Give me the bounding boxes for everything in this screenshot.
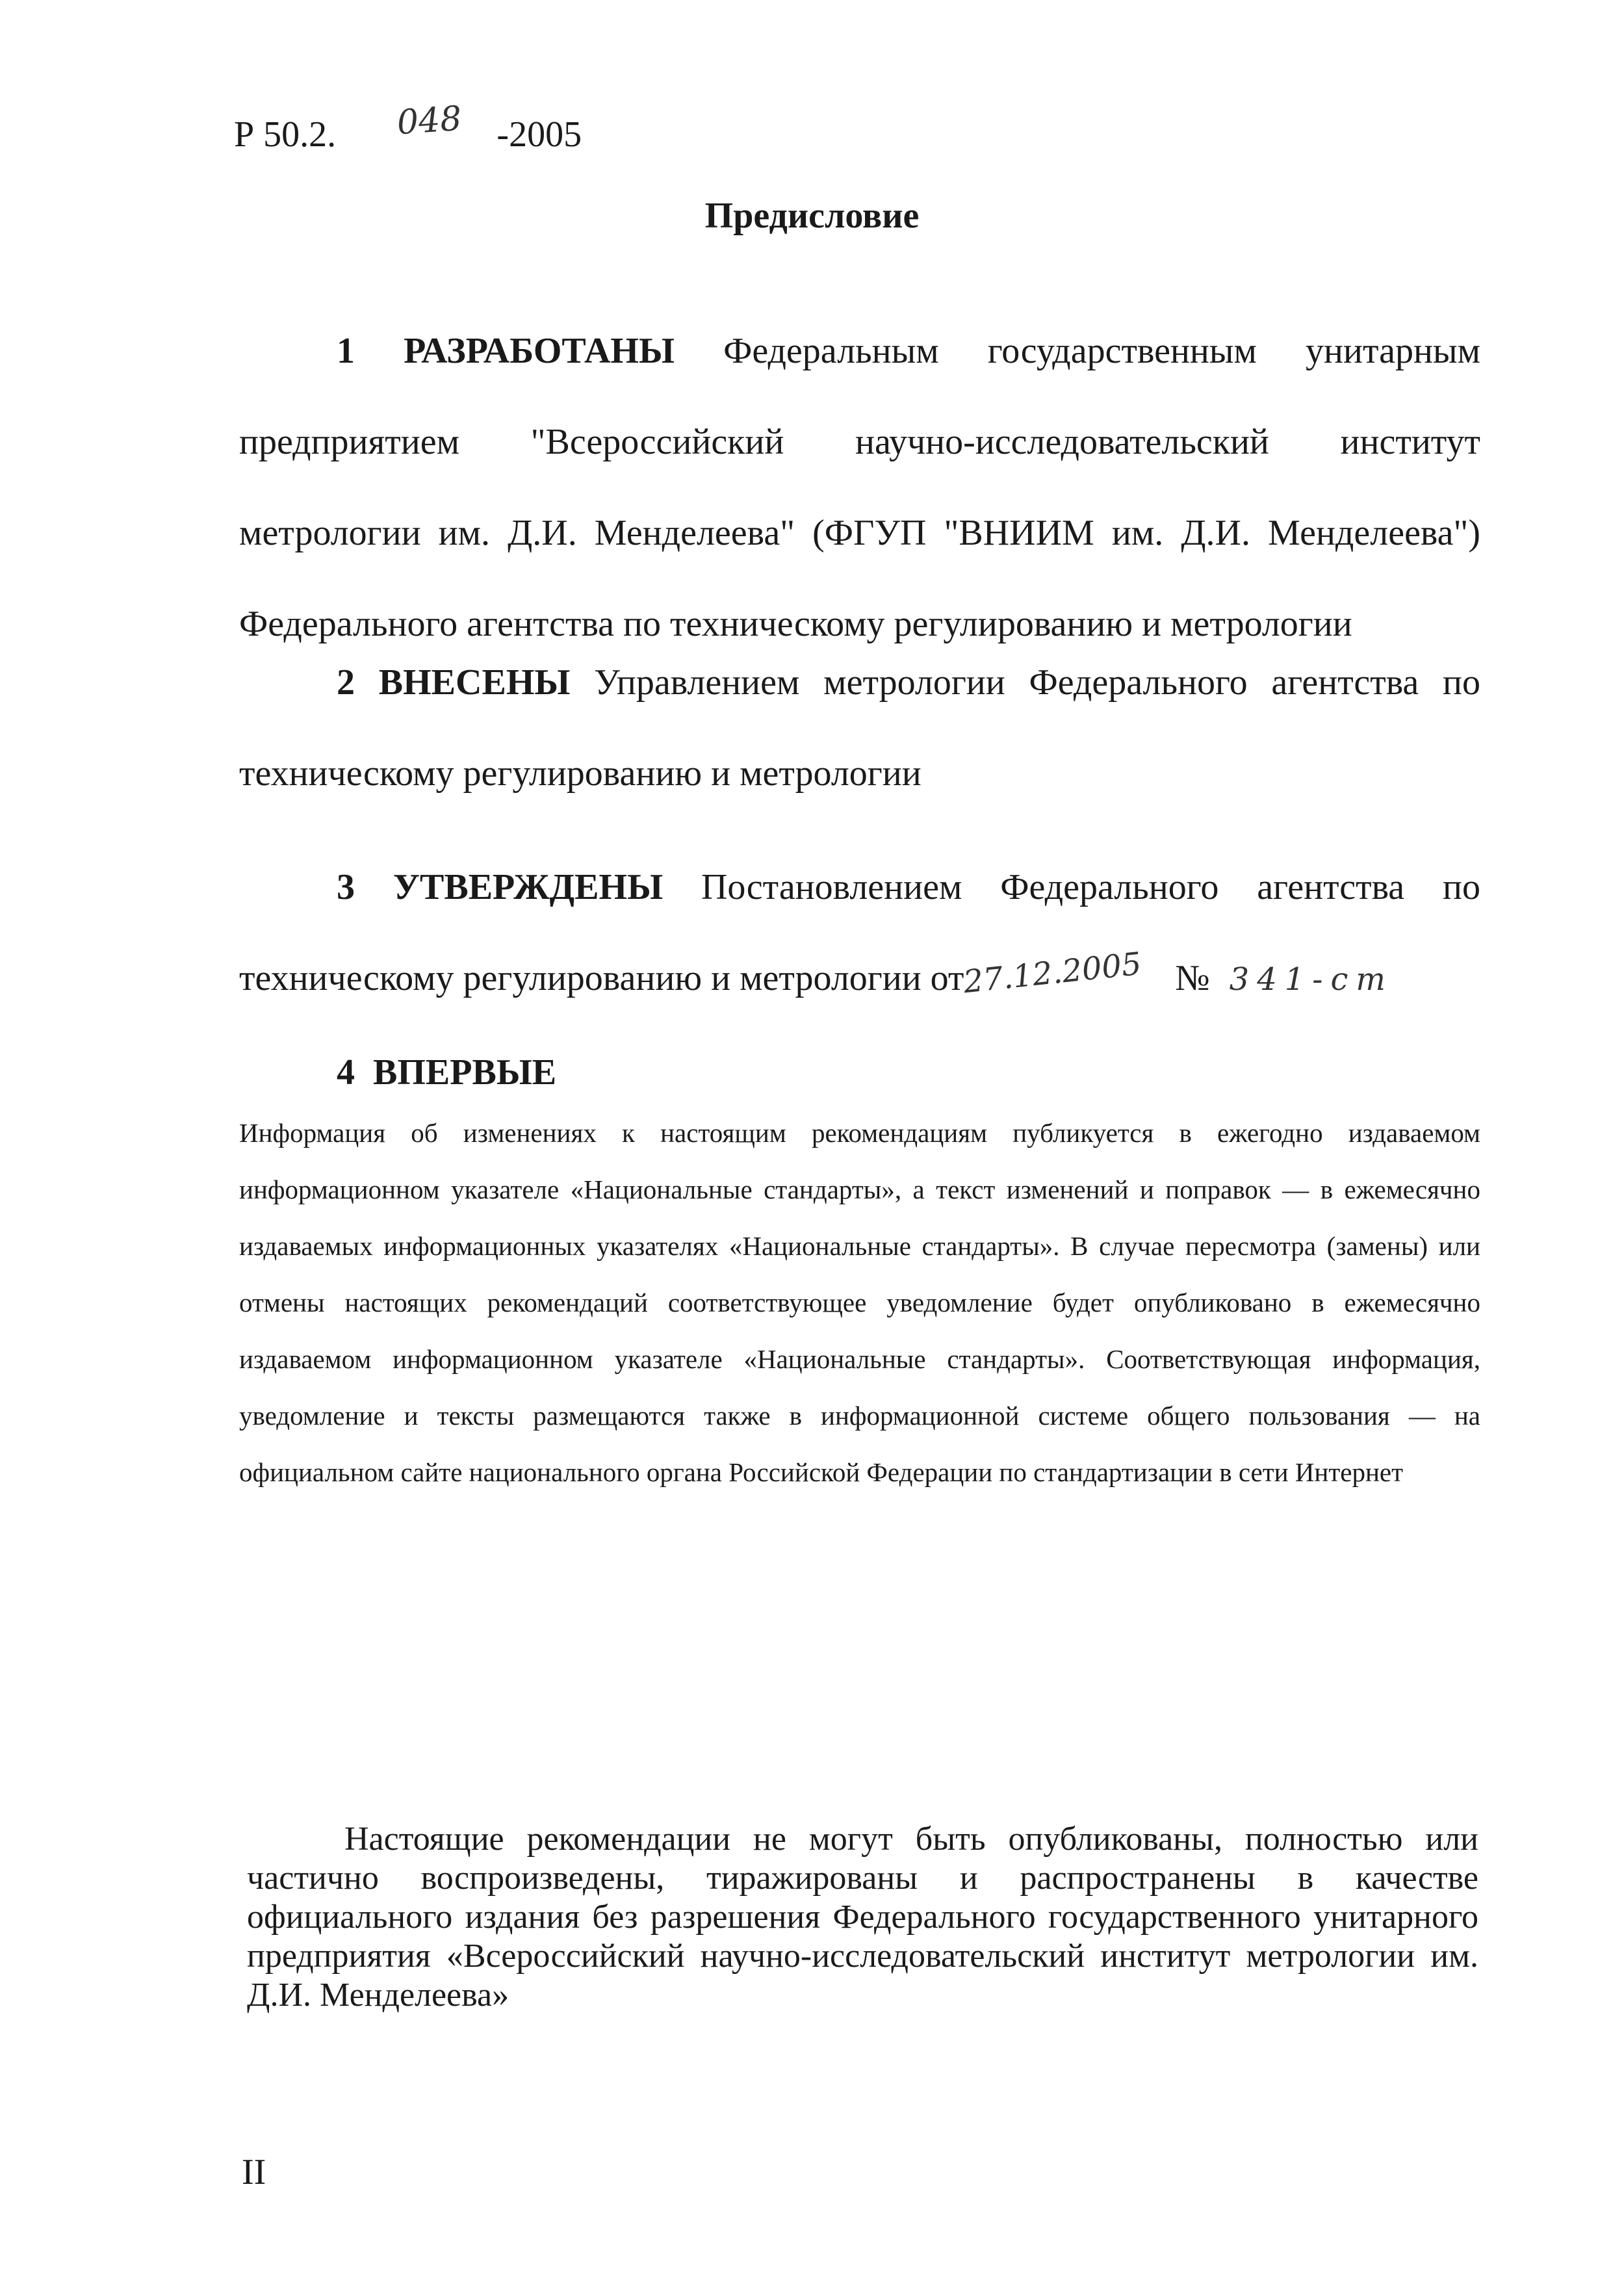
page-number: II (242, 2152, 266, 2192)
document-code-year: -2005 (496, 114, 582, 155)
item-number: 3 (337, 867, 355, 907)
item-keyword: УТВЕРЖДЕНЫ (393, 867, 664, 907)
item-text: Управлением метрологии Федерального агентства по техническому регулированию и метрологии (239, 662, 1481, 794)
document-code-handwritten: 048 (396, 99, 463, 143)
approval-date-handwritten: 27.12.2005 (962, 945, 1144, 1001)
document-code-prefix: Р 50.2. (234, 114, 337, 155)
item-number: 2 (337, 662, 355, 703)
item-text: Федеральным государственным унитарным предприятием "Всероссийский научно-исследовательский институт метрологии им. Д.И. Менделеева" (ФГУП "ВНИИМ им. Д.И. Менделеева") Федерального агентства по техническому регулированию и метрологии (239, 331, 1481, 644)
copyright-notice-text: Настоящие рекомендации не могут быть опубликованы, полностью или частично воспроизведены, тиражированы и распространены в качестве официального издания без разрешения Федерального государственного унитарного предприятия «Всероссийский научно-исследовательский институт метрологии им. Д.И. Менделеева» (247, 1821, 1478, 2014)
item-keyword: ВПЕРВЫЕ (373, 1052, 557, 1093)
approval-number-handwritten: 341-ст (1229, 961, 1393, 998)
item-number: 4 (337, 1052, 355, 1093)
document-code (234, 99, 582, 155)
copyright-notice (247, 1820, 1478, 2015)
number-sign: № (1175, 958, 1210, 998)
foreword-item-3 (239, 842, 1480, 1025)
foreword-item-2 (239, 637, 1480, 819)
item-text: Постановлением Федерального агентства по техническому регулированию и метрологии от (239, 867, 1481, 998)
foreword-item-4-text: Информация об изменениях к настоящим рекомендациям публикуется в ежегодно издаваемом информационном указателе «Национальные стандарты», а текст изменений и поправок — в ежемесячно издаваемых информационных указателях «Национальные стандарты». В случае пересмотра (замены) или отмены настоящих рекомендаций соответствующее уведомление будет опубликовано в ежемесячно издаваемом информационном указателе «Национальные стандарты». Соответствующая информация, уведомление и тексты размещаются также в информационной системе общего пользования — на официальном сайте национального органа Российской Федерации по стандартизации в сети Интернет (239, 1118, 1480, 1487)
item-keyword: РАЗРАБОТАНЫ (404, 331, 675, 371)
page-title: Предисловие (704, 196, 920, 236)
item-number: 1 (337, 331, 355, 371)
foreword-item-4-heading (337, 1046, 556, 1098)
foreword-item-1 (239, 305, 1480, 669)
item-keyword: ВНЕСЕНЫ (378, 662, 571, 703)
